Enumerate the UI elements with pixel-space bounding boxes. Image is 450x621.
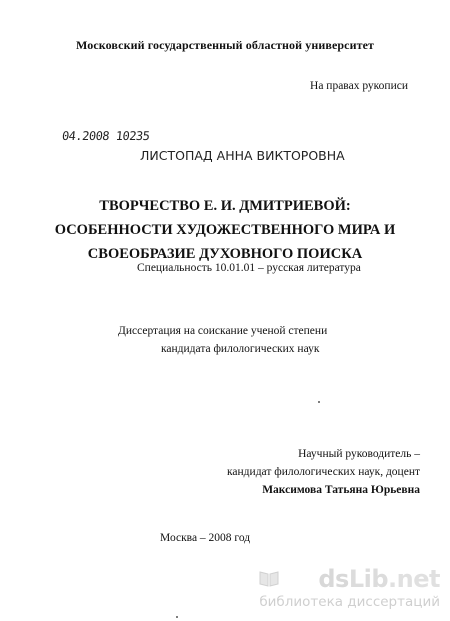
degree-line-2: кандидата филологических наук [161, 343, 320, 355]
watermark-logo-ds: ds [318, 565, 349, 593]
author-name: ЛИСТОПАД АННА ВИКТОРОВНА [140, 148, 345, 163]
manuscript-rights-note: На правах рукописи [310, 80, 408, 92]
watermark-logo-net: .net [388, 565, 440, 593]
title-line-2: ОСОБЕННОСТИ ХУДОЖЕСТВЕННОГО МИРА И [54, 222, 396, 238]
watermark-tagline: библиотека диссертаций [259, 594, 440, 610]
university-name: Московский государственный областной университет [75, 38, 375, 52]
book-icon [258, 567, 280, 589]
supervisor-role: Научный руководитель – [298, 448, 420, 460]
title-line-3: СВОЕОБРАЗИЕ ДУХОВНОГО ПОИСКА [87, 246, 363, 262]
specialty-line: Специальность 10.01.01 – русская литература [137, 262, 361, 274]
library-stamp-number: 04.2008 10235 [61, 129, 151, 143]
supervisor-block [227, 445, 420, 499]
watermark-logo [318, 565, 440, 593]
watermark-logo-lib: Lib [348, 565, 389, 593]
watermark [250, 565, 446, 613]
supervisor-title: кандидат филологических наук, доцент [227, 466, 420, 478]
title-line-1: ТВОРЧЕСТВО Е. И. ДМИТРИЕВОЙ: [99, 198, 351, 214]
degree-statement [118, 322, 327, 358]
supervisor-name: Максимова Татьяна Юрьевна [262, 484, 420, 496]
city-year: Москва – 2008 год [160, 532, 251, 544]
dissertation-title [0, 194, 450, 266]
degree-line-1: Диссертация на соискание ученой степени [118, 325, 328, 337]
scan-speck [176, 616, 178, 618]
scan-speck [318, 401, 320, 403]
